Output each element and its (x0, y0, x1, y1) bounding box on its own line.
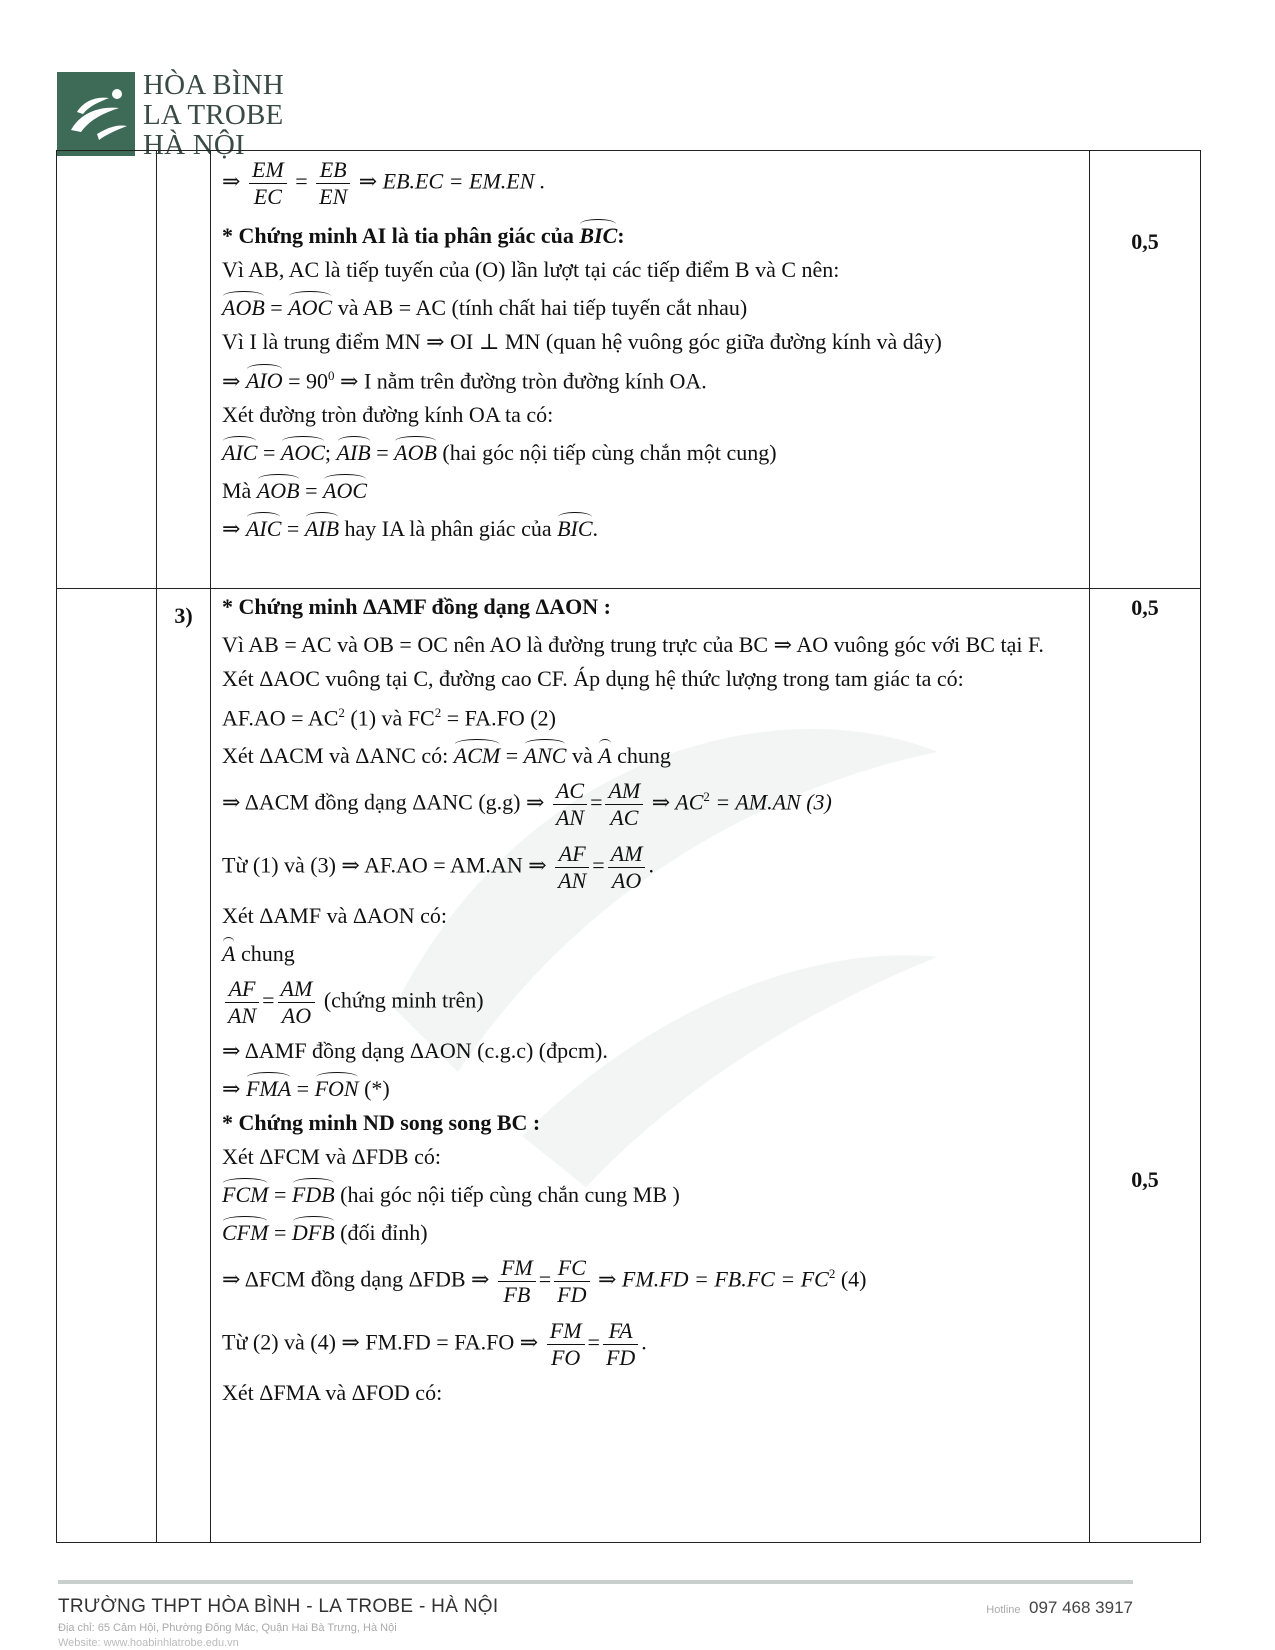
score-value: 0,5 (1131, 229, 1159, 254)
equation-line: AIC = AOC; AIB = AOB (hai góc nội tiếp cùng chắn một cung) (222, 437, 1073, 465)
footer-address: Địa chỉ: 65 Cảm Hội, Phường Đống Mác, Quận Hai Bà Trưng, Hà Nội (58, 1622, 397, 1634)
solution-table (56, 150, 1201, 1543)
empty-cell (157, 151, 211, 589)
equation-line: ⇒ AIC = AIB hay IA là phân giác của BIC. (222, 513, 1073, 541)
equation-line: A chung (222, 938, 1073, 966)
footer-divider (58, 1580, 1133, 1584)
text-line: Vì AB, AC là tiếp tuyến của (O) lần lượt tại các tiếp điểm B và C nên: (222, 257, 840, 282)
hotline-number: 097 468 3917 (1029, 1598, 1133, 1617)
section-heading: * Chứng minh ND song song BC : (222, 1110, 541, 1136)
score-value: 0,5 (1131, 595, 1159, 620)
score-value: 0,5 (1131, 1167, 1159, 1192)
empty-cell (57, 589, 157, 1543)
equation-line: Từ (1) và (3) ⇒ AF.AO = AM.AN ⇒ $\frac{AF}{AN}$ = $\frac{AM}{AO}$ . (222, 841, 654, 894)
section-heading: * Chứng minh ΔAMF đồng dạng ΔAON : (222, 594, 611, 619)
hotline-label: Hotline (986, 1604, 1021, 1616)
footer-hotline (986, 1598, 1133, 1618)
equation-line: ⇒ FMA = FON (*) (222, 1073, 1073, 1101)
table-row (57, 151, 1201, 589)
equation-line: AOB = AOC và AB = AC (tính chất hai tiếp tuyến cắt nhau) (222, 292, 1073, 320)
section-heading: * Chứng minh AI là tia phân giác của BIC: (222, 220, 1073, 248)
equation-line: Xét ΔACM và ΔANC có: ACM = ANC và A chung (222, 740, 1073, 768)
equation-line: CFM = DFB (đối đỉnh) (222, 1217, 1073, 1245)
equation-line: $AF.AO = AC^2$ (1) và $FC^2 = FA.FO$ (2) (222, 705, 556, 731)
text-line: Vì I là trung điểm MN ⇒ OI ⊥ MN (quan hệ vuông góc giữa đường kính và dây) (222, 329, 942, 354)
solution-content (211, 151, 1090, 589)
equation-line: ⇒ ΔFCM đồng dạng ΔFDB ⇒ $\frac{FM}{FB}$ = $\frac{FC}{FD}$ ⇒ $FM.FD = FB.FC = FC^2$ (4) (222, 1255, 867, 1308)
text-paragraph: Vì AB = AC và OB = OC nên AO là đường trung trực của BC ⇒ AO vuông góc với BC tại F. (222, 632, 1044, 657)
footer-school-name: TRƯỜNG THPT HÒA BÌNH - LA TROBE - HÀ NỘI (58, 1596, 499, 1617)
text-line: Xét ΔFMA và ΔFOD có: (222, 1380, 443, 1406)
equation-line: ⇒ AIO = $90^0$ ⇒ I nằm trên đường tròn đường kính OA. (222, 364, 1073, 393)
equation-line: FCM = FDB (hai góc nội tiếp cùng chắn cung MB ) (222, 1179, 1073, 1207)
text-paragraph: Xét ΔAOC vuông tại C, đường cao CF. Áp dụng hệ thức lượng trong tam giác ta có: (222, 666, 964, 691)
table-row (57, 589, 1201, 1543)
equation-line: ⇒ $\frac{EM}{EC}$ = $\frac{EB}{EN}$ ⇒ EB.EC = EM.EN . (222, 157, 546, 209)
equation-line: Từ (2) và (4) ⇒ FM.FD = FA.FO ⇒ $\frac{FM}{FO}$ = $\frac{FA}{FD}$ . (222, 1318, 647, 1371)
solution-content (211, 589, 1090, 1543)
text-line: Xét ΔAMF và ΔAON có: (222, 903, 448, 929)
score-cell (1090, 589, 1201, 1543)
text-line: ⇒ ΔAMF đồng dạng ΔAON (c.g.c) (đpcm). (222, 1038, 608, 1064)
equation-line: Mà AOB = AOC (222, 475, 1073, 503)
equation-line: ⇒ ΔACM đồng dạng ΔANC (g.g) ⇒ $\frac{AC}{AN}$ = $\frac{AM}{AC}$ ⇒ $AC^2 = AM.AN$ (3) (222, 778, 832, 831)
empty-cell (57, 151, 157, 589)
equation-line: $\frac{AF}{AN}$ = $\frac{AM}{AO}$ (chứng minh trên) (222, 976, 1073, 1029)
text-line: Xét đường tròn đường kính OA ta có: (222, 402, 554, 428)
text-line: Xét ΔFCM và ΔFDB có: (222, 1144, 441, 1170)
logo-wordmark: HÒA BÌNH LA TROBE HÀ NỘI (143, 69, 284, 161)
bird-logo-icon (57, 72, 135, 156)
score-cell (1090, 151, 1201, 589)
footer-website: Website: www.hoabinhlatrobe.edu.vn (58, 1637, 239, 1649)
question-number: 3) (157, 589, 211, 1543)
school-logo (57, 70, 317, 160)
